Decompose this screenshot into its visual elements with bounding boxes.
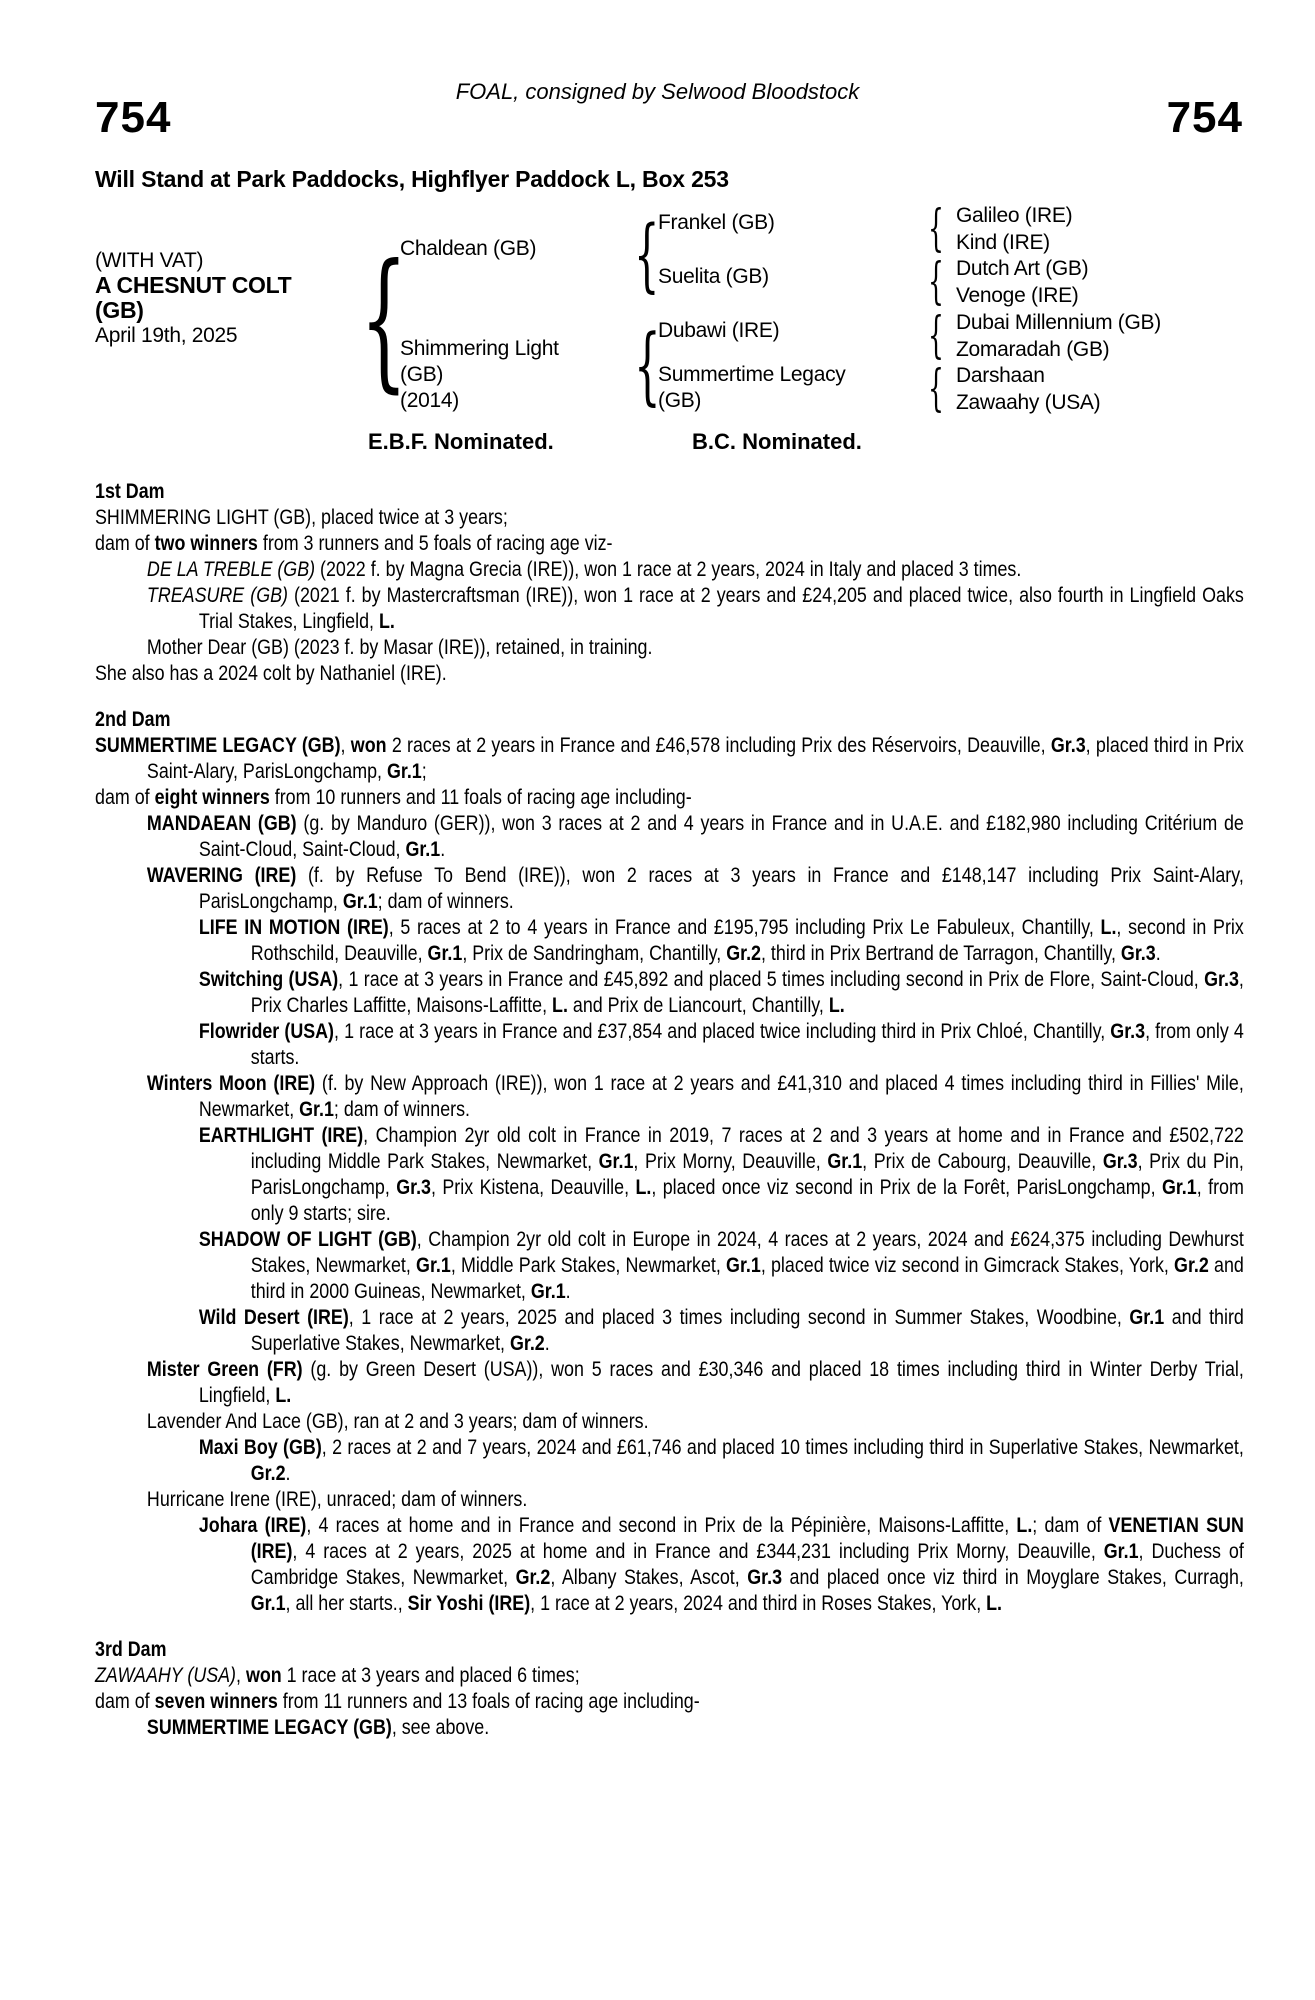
text-run: (2021 f. by Mastercraftsman (IRE)), won 1 race at 2 years and £24,205 and placed twice, also fourth in Lingfield Oaks Trial Stakes, Lingfield, <box>198 584 1244 633</box>
text-run: from 10 runners and 11 foals of racing age including- <box>269 786 692 809</box>
text-run: Gr.2 <box>509 1332 545 1355</box>
text-run: won <box>350 734 387 757</box>
text-run: SUMMERTIME LEGACY (GB) <box>95 734 341 757</box>
catalogue-paragraph <box>95 1409 1244 1435</box>
catalogue-paragraph <box>95 1513 1244 1617</box>
text-run: eight winners <box>154 786 270 809</box>
catalogue-paragraph <box>95 733 1244 785</box>
text-run: DE LA TREBLE (GB) <box>146 558 316 581</box>
text-run: 2 races at 2 years in France and £46,578 including Prix des Réservoirs, Deauville, <box>386 734 1051 757</box>
section-heading: 3rd Dam <box>95 1638 167 1661</box>
text-run: and placed once viz third in Moyglare Stakes, Curragh, <box>782 1566 1244 1589</box>
dam-name-line: Shimmering Light <box>400 337 559 360</box>
gen3-name: Kind (IRE) <box>956 231 1050 254</box>
text-run: Gr.3 <box>1050 734 1086 757</box>
catalogue-paragraph <box>95 557 1244 583</box>
text-run: Switching (USA) <box>198 968 339 991</box>
subject-name: A CHESNUT COLT <box>95 272 292 298</box>
dam-sire-name: Dubawi (IRE) <box>658 319 780 342</box>
catalogue-paragraph <box>95 811 1244 863</box>
text-run: Gr.1 <box>405 838 441 861</box>
text-run: Gr.1 <box>1103 1540 1139 1563</box>
catalogue-paragraph <box>95 1487 1244 1513</box>
text-run: Gr.3 <box>1102 1150 1138 1173</box>
text-run: , third in Prix Bertrand de Tarragon, Chantilly, <box>761 942 1121 965</box>
text-run: L. <box>986 1592 1003 1615</box>
text-run: and Prix de Liancourt, Chantilly, <box>567 994 829 1017</box>
subject-block <box>95 248 291 348</box>
catalogue-paragraph <box>95 1435 1244 1487</box>
gen3-pair-3 <box>956 309 1161 363</box>
dam-name <box>400 336 559 414</box>
text-run: ; <box>421 760 427 783</box>
text-run: . <box>544 1332 550 1355</box>
text-run: Gr.1 <box>299 1098 334 1121</box>
sire-sire-name: Frankel (GB) <box>658 211 775 234</box>
text-run: and third Superlative Stakes, Newmarket, <box>250 1306 1244 1355</box>
text-run: Gr.1 <box>827 1150 863 1173</box>
gen3-name: Dutch Art (GB) <box>956 257 1089 280</box>
text-run: TREASURE (GB) <box>146 584 288 607</box>
text-run: . <box>1155 942 1161 965</box>
text-run: WAVERING (IRE) <box>146 864 297 887</box>
text-run: two winners <box>154 532 258 555</box>
text-run: ; dam of winners. <box>333 1098 470 1121</box>
text-run: , 1 race at 3 years in France and £45,892 and placed 5 times including second in Prix de Flore, Saint-Cloud, <box>338 968 1205 991</box>
catalogue-sections <box>95 479 1244 1741</box>
foal-date: April 19th, 2025 <box>95 324 238 347</box>
text-run: dam of <box>95 786 155 809</box>
text-run: ; dam of <box>1032 1514 1109 1537</box>
text-run: seven winners <box>154 1690 278 1713</box>
text-run: , from only 4 starts. <box>250 1020 1244 1069</box>
text-run: , <box>236 1664 246 1687</box>
text-run: , Champion 2yr old colt in France in 2019, 7 races at 2 and 3 years at home and in France and £502,722 including Middle Park Stakes, Newmarket, <box>250 1124 1244 1173</box>
catalogue-paragraph <box>95 1663 1244 1689</box>
dam-name-line: (GB) <box>400 363 444 386</box>
text-run: , Prix Morny, Deauville, <box>633 1150 828 1173</box>
text-run: , Prix Kistena, Deauville, <box>431 1176 636 1199</box>
stand-location-line: Will Stand at Park Paddocks, Highflyer Paddock L, Box 253 <box>95 166 729 192</box>
text-run: . <box>285 1462 291 1485</box>
subject-suffix: (GB) <box>95 297 144 323</box>
text-run: L. <box>1100 916 1117 939</box>
text-run: (f. by Refuse To Bend (IRE)), won 2 races at 3 years in France and £148,147 including Prix Saint-Alary, ParisLongchamp, <box>198 864 1244 913</box>
lot-number-left: 754 <box>95 93 172 142</box>
text-run: (g. by Manduro (GER)), won 3 races at 2 and 4 years in France and in U.A.E. and £182,980 including Critérium de Saint-Cloud, Saint-Cloud, <box>198 812 1244 861</box>
text-run: and third in 2000 Guineas, Newmarket, <box>250 1254 1244 1303</box>
consignor-line: FOAL, consigned by Selwood Bloodstock <box>455 79 860 104</box>
text-run: , 4 races at home and in France and second in Prix de la Pépinière, Maisons-Laffitte, <box>306 1514 1017 1537</box>
text-run: ; dam of winners. <box>377 890 514 913</box>
text-run: Hurricane Irene (IRE), unraced; dam of winners. <box>146 1488 528 1511</box>
catalogue-paragraph <box>95 863 1244 915</box>
text-run: Gr.2 <box>515 1566 551 1589</box>
text-run: , from only 9 starts; sire. <box>250 1176 1244 1225</box>
text-run: L. <box>275 1384 292 1407</box>
text-run: Flowrider (USA) <box>198 1020 334 1043</box>
gen3-pair-2 <box>956 255 1088 309</box>
catalogue-paragraph <box>95 967 1244 1019</box>
text-run: SUMMERTIME LEGACY (GB) <box>146 1716 392 1739</box>
catalogue-paragraph <box>95 1019 1244 1071</box>
text-run: dam of <box>95 1690 155 1713</box>
text-run: , 2 races at 2 and 7 years, 2024 and £61,746 and placed 10 times including third in Superlative Stakes, Newmarket, <box>321 1436 1244 1459</box>
text-run: from 11 runners and 13 foals of racing age including- <box>277 1690 700 1713</box>
catalogue-paragraph <box>95 1305 1244 1357</box>
vat-note: (WITH VAT) <box>95 249 204 272</box>
text-run: , Prix de Sandringham, Chantilly, <box>462 942 727 965</box>
sire-dam-name: Suelita (GB) <box>658 265 769 288</box>
text-run: Gr.3 <box>1204 968 1239 991</box>
text-run: , 1 race at 2 years, 2025 and placed 3 times including second in Summer Stakes, Woodbine, <box>348 1306 1130 1329</box>
gen3-name: Darshaan <box>956 364 1045 387</box>
gen3-pair-4 <box>956 362 1100 416</box>
catalogue-paragraph <box>95 505 1244 531</box>
gen3-name: Galileo (IRE) <box>956 204 1073 227</box>
text-run: Gr.1 <box>530 1280 566 1303</box>
text-run: , Prix du Pin, ParisLongchamp, <box>250 1150 1244 1199</box>
text-run: . <box>565 1280 571 1303</box>
text-run: , all her starts., <box>285 1592 408 1615</box>
text-run: Gr.3 <box>1110 1020 1146 1043</box>
catalogue-paragraph <box>95 531 1244 557</box>
text-run: 1 race at 3 years and placed 6 times; <box>281 1664 580 1687</box>
text-run: dam of <box>95 532 155 555</box>
text-run: Gr.1 <box>250 1592 286 1615</box>
text-run: , see above. <box>391 1716 490 1739</box>
text-run: . <box>440 838 446 861</box>
text-run: , Middle Park Stakes, Newmarket, <box>450 1254 727 1277</box>
text-run: L. <box>378 610 395 633</box>
catalogue-paragraph <box>95 1715 1244 1741</box>
text-run: , Prix de Cabourg, Deauville, <box>862 1150 1103 1173</box>
sire-name: Chaldean (GB) <box>400 237 537 260</box>
text-run: , Duchess of Cambridge Stakes, Newmarket, <box>250 1540 1244 1589</box>
text-run: Mister Green (FR) <box>146 1358 303 1381</box>
catalogue-paragraph <box>95 1123 1244 1227</box>
ebf-nomination: E.B.F. Nominated. <box>368 429 554 454</box>
text-run: Johara (IRE) <box>198 1514 307 1537</box>
gen3-pair-1 <box>956 202 1072 256</box>
text-run: won <box>245 1664 282 1687</box>
text-run: , 1 race at 2 years, 2024 and third in Roses Stakes, York, <box>530 1592 987 1615</box>
text-run: ZAWAAHY (USA) <box>95 1664 237 1687</box>
text-run: , second in Prix Rothschild, Deauville, <box>250 916 1244 965</box>
text-run: Gr.2 <box>726 942 762 965</box>
text-run: Gr.3 <box>396 1176 432 1199</box>
text-run: , 1 race at 3 years in France and £37,854 and placed twice including third in Prix Chloé, Chantilly, <box>333 1020 1111 1043</box>
text-run: Gr.1 <box>386 760 422 783</box>
text-run: (g. by Green Desert (USA)), won 5 races and £30,346 and placed 18 times including third in Winter Derby Trial, Lingfield, <box>198 1358 1244 1407</box>
text-run: , Albany Stakes, Ascot, <box>550 1566 748 1589</box>
text-run: MANDAEAN (GB) <box>146 812 297 835</box>
dam-dam-line: (GB) <box>658 389 702 412</box>
text-run: , Champion 2yr old colt in Europe in 2024, 4 races at 2 years, 2024 and £624,375 including Dewhurst Stakes, Newmarket, <box>250 1228 1244 1277</box>
text-run: Sir Yoshi (IRE) <box>407 1592 531 1615</box>
text-run: Gr.2 <box>1174 1254 1209 1277</box>
text-run: Gr.3 <box>1120 942 1156 965</box>
text-run: Mother Dear (GB) (2023 f. by Masar (IRE)), retained, in training. <box>146 636 653 659</box>
gen3-name: Venoge (IRE) <box>956 284 1079 307</box>
text-run: Lavender And Lace (GB), ran at 2 and 3 years; dam of winners. <box>146 1410 649 1433</box>
text-run: , placed third in Prix Saint-Alary, ParisLongchamp, <box>146 734 1244 783</box>
text-run: Winters Moon (IRE) <box>146 1072 316 1095</box>
text-run: L. <box>1016 1514 1033 1537</box>
text-run: LIFE IN MOTION (IRE) <box>198 916 389 939</box>
text-run: , 4 races at 2 years, 2025 at home and in France and £344,231 including Prix Morny, Deauville, <box>292 1540 1104 1563</box>
section-heading: 1st Dam <box>95 480 165 503</box>
catalogue-paragraph <box>95 661 1244 687</box>
text-run: Gr.1 <box>416 1254 451 1277</box>
text-run: from 3 runners and 5 foals of racing age viz- <box>257 532 613 555</box>
gen3-name: Zawaahy (USA) <box>956 391 1101 414</box>
text-run: Gr.1 <box>1161 1176 1197 1199</box>
gen3-name: Dubai Millennium (GB) <box>956 311 1161 334</box>
text-run: L. <box>552 994 568 1017</box>
section-heading: 2nd Dam <box>95 708 171 731</box>
dam-dam-name <box>658 362 845 414</box>
text-run: Gr.3 <box>747 1566 783 1589</box>
catalogue-paragraph <box>95 1071 1244 1123</box>
text-run: , 5 races at 2 to 4 years in France and £195,795 including Prix Le Fabuleux, Chantilly, <box>388 916 1101 939</box>
catalogue-paragraph <box>95 1689 1244 1715</box>
text-run: Gr.1 <box>427 942 463 965</box>
dam-dam-line: Summertime Legacy <box>658 363 846 386</box>
text-run: Gr.1 <box>1129 1306 1165 1329</box>
lot-number-right: 754 <box>1166 93 1243 142</box>
catalogue-paragraph <box>95 635 1244 661</box>
text-run: She also has a 2024 colt by Nathaniel (IRE). <box>95 662 447 685</box>
text-run: SHADOW OF LIGHT (GB) <box>198 1228 417 1251</box>
text-run: , <box>340 734 351 757</box>
catalogue-paragraph <box>95 583 1244 635</box>
dam-name-line: (2014) <box>400 389 459 412</box>
text-run: L. <box>828 994 845 1017</box>
catalogue-paragraph <box>95 1227 1244 1305</box>
text-run: , Prix Charles Laffitte, Maisons-Laffitte, <box>250 968 1244 1017</box>
text-run: Wild Desert (IRE) <box>198 1306 349 1329</box>
text-run: L. <box>635 1176 652 1199</box>
text-run: , placed twice viz second in Gimcrack Stakes, York, <box>760 1254 1175 1277</box>
text-run: SHIMMERING LIGHT (GB), placed twice at 3 years; <box>95 506 508 529</box>
text-run: Gr.1 <box>598 1150 634 1173</box>
text-run: Gr.1 <box>342 890 378 913</box>
text-run: (2022 f. by Magna Grecia (IRE)), won 1 race at 2 years, 2024 in Italy and placed 3 times. <box>315 558 1022 581</box>
text-run: Gr.1 <box>726 1254 761 1277</box>
text-run: Maxi Boy (GB) <box>198 1436 322 1459</box>
text-run: (f. by New Approach (IRE)), won 1 race at 2 years and £41,310 and placed 4 times including third in Fillies' Mile, Newmarket, <box>198 1072 1244 1121</box>
catalogue-paragraph <box>95 1357 1244 1409</box>
catalogue-paragraph <box>95 785 1244 811</box>
bc-nomination: B.C. Nominated. <box>692 429 862 454</box>
gen3-name: Zomaradah (GB) <box>956 338 1110 361</box>
text-run: Gr.2 <box>250 1462 286 1485</box>
catalogue-paragraph <box>95 915 1244 967</box>
text-run: VENETIAN SUN (IRE) <box>250 1514 1244 1563</box>
text-run: EARTHLIGHT (IRE) <box>198 1124 364 1147</box>
text-run: , placed once viz second in Prix de la Forêt, ParisLongchamp, <box>651 1176 1162 1199</box>
